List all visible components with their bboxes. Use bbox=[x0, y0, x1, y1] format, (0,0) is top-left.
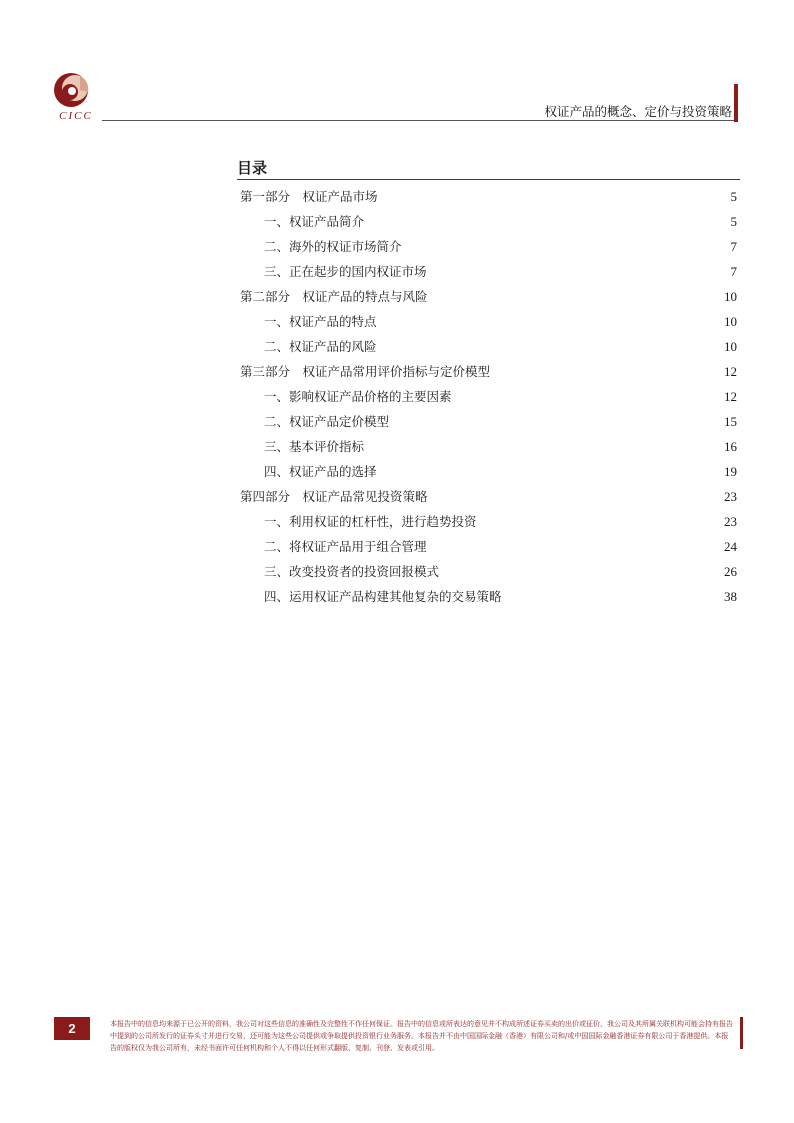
toc-subsection-row[interactable] bbox=[237, 234, 740, 259]
toc-subsection-row[interactable] bbox=[237, 509, 740, 534]
toc-entry-label: 三、基本评价指标 bbox=[264, 439, 365, 454]
toc-subsection-row[interactable] bbox=[237, 459, 740, 484]
disclaimer-text: 本报告中的信息均来源于已公开的资料，我公司对这些信息的准确性及完整性不作任何保证。报告中的信息或所表达的意见并不构成所述证券买卖的出价或征价，我公司及其所属关联机构可能会持有报告中提到的公司所发行的证券头寸并进行交易，还可能为这些公司提供或争取提供投资银行业务服务。本报告并不由中国国际金融（香港）有限公司和/或中国国际金融香港证券有限公司于香港提供。本报告的版权仅为我公司所有，未经书面许可任何机构和个人不得以任何形式翻版、复制、刊登、发表或引用。 bbox=[110, 1020, 733, 1052]
toc-entry-page: 5 bbox=[730, 189, 737, 204]
toc-entry-page: 19 bbox=[724, 464, 737, 479]
toc-entry-page: 23 bbox=[724, 489, 737, 504]
toc-entry-page: 10 bbox=[724, 289, 737, 304]
toc-entry-page: 5 bbox=[730, 214, 737, 229]
toc-heading: 目录 bbox=[237, 159, 268, 177]
toc-entry-label: 二、将权证产品用于组合管理 bbox=[264, 539, 427, 554]
header-divider bbox=[102, 120, 738, 121]
cicc-logo bbox=[50, 68, 102, 126]
toc-entry-page: 12 bbox=[724, 389, 737, 404]
toc-section-row[interactable] bbox=[237, 359, 740, 384]
page-number: 2 bbox=[54, 1017, 90, 1040]
toc-entry-label: 二、权证产品定价模型 bbox=[264, 414, 390, 429]
toc-entry-label: 一、利用权证的杠杆性，进行趋势投资 bbox=[264, 514, 477, 529]
toc-entry-label: 一、影响权证产品价格的主要因素 bbox=[264, 389, 452, 404]
toc-section-row[interactable] bbox=[237, 284, 740, 309]
toc-entry-page: 24 bbox=[724, 539, 737, 554]
toc-entry-page: 38 bbox=[724, 589, 737, 604]
toc-heading-rule bbox=[237, 179, 740, 180]
cicc-logo-mark bbox=[50, 68, 102, 114]
logo-text: CICC bbox=[59, 110, 93, 122]
report-title: 权证产品的概念、定价与投资策略 bbox=[544, 104, 732, 119]
toc-entry-label: 第一部分 权证产品市场 bbox=[240, 189, 378, 204]
toc-entry-label: 二、权证产品的风险 bbox=[264, 339, 377, 354]
toc-list bbox=[237, 184, 740, 609]
toc-subsection-row[interactable] bbox=[237, 384, 740, 409]
toc-entry-page: 7 bbox=[730, 264, 737, 279]
toc-entry-page: 16 bbox=[724, 439, 737, 454]
toc-subsection-row[interactable] bbox=[237, 559, 740, 584]
toc-entry-page: 10 bbox=[724, 314, 737, 329]
header-accent-bar bbox=[734, 84, 738, 122]
toc-subsection-row[interactable] bbox=[237, 209, 740, 234]
toc-entry-page: 12 bbox=[724, 364, 737, 379]
toc-subsection-row[interactable] bbox=[237, 434, 740, 459]
toc-entry-page: 15 bbox=[724, 414, 737, 429]
toc-entry-label: 三、正在起步的国内权证市场 bbox=[264, 264, 427, 279]
toc-entry-label: 第二部分 权证产品的特点与风险 bbox=[240, 289, 428, 304]
toc-subsection-row[interactable] bbox=[237, 584, 740, 609]
toc-entry-page: 23 bbox=[724, 514, 737, 529]
toc-subsection-row[interactable] bbox=[237, 409, 740, 434]
table-of-contents bbox=[237, 158, 740, 609]
toc-entry-label: 四、运用权证产品构建其他复杂的交易策略 bbox=[264, 589, 502, 604]
toc-entry-label: 二、海外的权证市场简介 bbox=[264, 239, 402, 254]
toc-entry-label: 四、权证产品的选择 bbox=[264, 464, 377, 479]
toc-section-row[interactable] bbox=[237, 484, 740, 509]
toc-entry-label: 第四部分 权证产品常见投资策略 bbox=[240, 489, 428, 504]
toc-entry-page: 7 bbox=[730, 239, 737, 254]
toc-entry-page: 26 bbox=[724, 564, 737, 579]
toc-subsection-row[interactable] bbox=[237, 334, 740, 359]
toc-subsection-row[interactable] bbox=[237, 534, 740, 559]
toc-entry-label: 一、权证产品简介 bbox=[264, 214, 365, 229]
footer-accent-bar bbox=[740, 1017, 743, 1049]
toc-subsection-row[interactable] bbox=[237, 309, 740, 334]
toc-subsection-row[interactable] bbox=[237, 259, 740, 284]
toc-entry-label: 三、改变投资者的投资回报模式 bbox=[264, 564, 440, 579]
toc-entry-label: 第三部分 权证产品常用评价指标与定价模型 bbox=[240, 364, 491, 379]
toc-entry-page: 10 bbox=[724, 339, 737, 354]
toc-section-row[interactable] bbox=[237, 184, 740, 209]
toc-entry-label: 一、权证产品的特点 bbox=[264, 314, 377, 329]
